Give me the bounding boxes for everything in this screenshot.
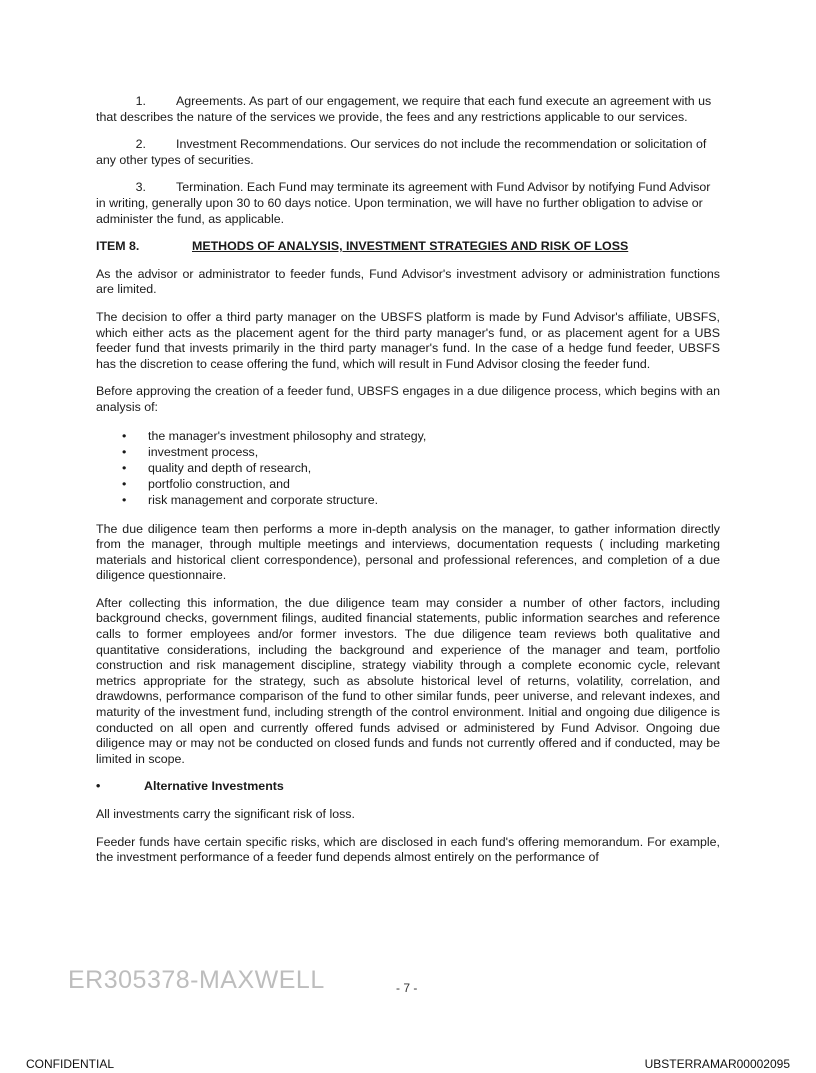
list-item: • risk management and corporate structure. [96,492,720,508]
list-item: • investment process, [96,444,720,460]
item-number: 2. [135,137,146,152]
confidential-label: CONFIDENTIAL [26,1057,115,1071]
section-heading [96,239,720,255]
list-item: • quality and depth of research, [96,460,720,476]
section-label: ITEM 8. [96,239,140,254]
item-text: Termination. Each Fund may terminate its agreement with Fund Advisor by notifying Fund Advisor in writing, generally upon 30 to 60 days notice. Upon termination, we will have no further obligation to advise or administer the fund, as applicable. [96,180,711,226]
exhibit-stamp: ER305378-MAXWELL [68,966,325,994]
analysis-bullet-list [96,428,720,508]
list-item: • portfolio construction, and [96,476,720,492]
paragraph-feeder-risks: Feeder funds have certain specific risks, which are disclosed in each fund's offering memorandum. For example, the investment performance of a feeder fund depends almost entirely on the performance of [96,834,720,865]
paragraph-advisor-role: As the advisor or administrator to feeder funds, Fund Advisor's investment advisory or administration functions are limited. [96,266,720,297]
paragraph-platform-decision: The decision to offer a third party manager on the UBSFS platform is made by Fund Advisor's affiliate, UBSFS, which either acts as the placement agent for the third party manager's fund, or as placement agent for a UBS feeder fund that invests primarily in the third party manager's fund. In the case of a hedge fund feeder, UBSFS has the discretion to cease offering the fund, which will result in Fund Advisor closing the feeder fund. [96,309,720,371]
paragraph-due-diligence-intro: Before approving the creation of a feeder fund, UBSFS engages in a due diligence process, which begins with an analysis of: [96,384,720,414]
numbered-item-3 [96,180,720,227]
numbered-item-2 [96,137,720,168]
item-number: 3. [135,180,146,195]
section-title: METHODS OF ANALYSIS, INVESTMENT STRATEGIES AND RISK OF LOSS [192,239,629,254]
list-item: • the manager's investment philosophy and strategy, [96,428,720,444]
paragraph-risk-of-loss: All investments carry the significant risk of loss. [96,807,355,821]
subsection-heading [96,779,720,795]
bullet-icon: • [96,779,101,794]
numbered-item-1 [96,94,720,125]
item-text: Agreements. As part of our engagement, we require that each fund execute an agreement with us that describes the nature of the services we provide, the fees and any restrictions applicable to our services. [96,94,712,124]
item-text: Investment Recommendations. Our services do not include the recommendation or solicitation of any other types of securities. [96,137,707,167]
document-body [96,94,720,878]
paragraph-in-depth-analysis: The due diligence team then performs a more in-depth analysis on the manager, to gather information directly from the manager, through multiple meetings and interviews, documentation requests ( including marketing materials and historical client correspondence), personal and professional references, and completion of a due diligence questionnaire. [96,521,720,583]
item-number: 1. [135,94,146,108]
paragraph-other-factors: After collecting this information, the due diligence team may consider a number of other factors, including background checks, government filings, audited financial statements, public information searches and reference calls to former employees and/or former investors. The due diligence team reviews both qualitative and quantitative considerations, including the background and experience of the manager and team, portfolio construction and risk management discipline, strategy viability through a complete economic cycle, relevant metrics appropriate for the strategy, such as absolute historical level of returns, volatility, correlation, and drawdowns, performance comparison of the fund to other similar funds, peer universe, and relevant indexes, and maturity of the investment fund, including strength of the control environment. Initial and ongoing due diligence is conducted on all open and currently offered funds advised or administered by Fund Advisor. Ongoing due diligence may or may not be conducted on closed funds and funds not currently offered and if conducted, may be limited in scope. [96,595,720,766]
bates-number: UBSTERRAMAR00002095 [644,1057,790,1071]
subsection-title: Alternative Investments [144,779,284,794]
page-number: - 7 - [396,981,418,995]
